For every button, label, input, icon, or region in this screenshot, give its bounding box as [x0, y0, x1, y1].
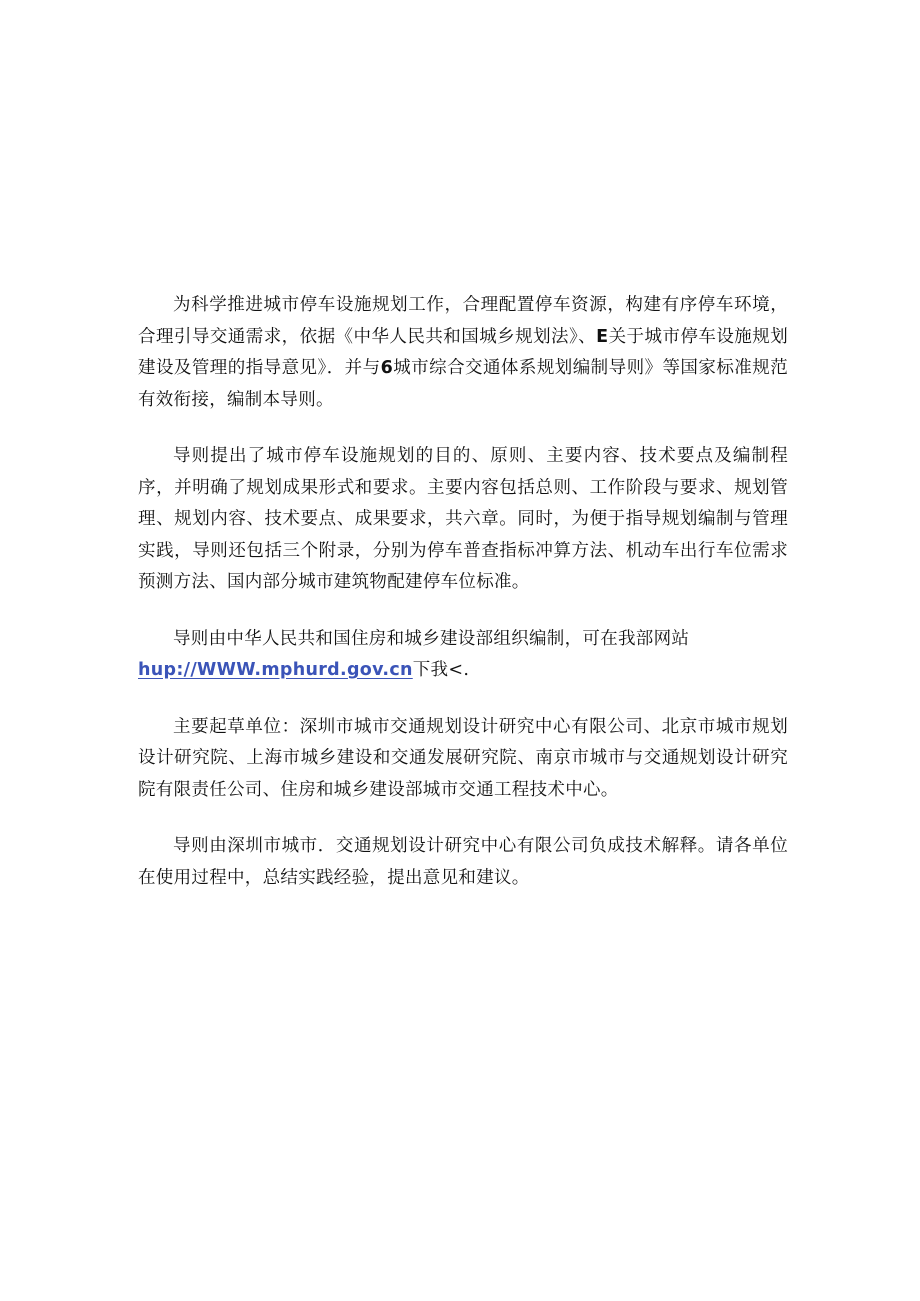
paragraph-interpretation: 导则由深圳市城市．交通规划设计研究中心有限公司负成技术解释。请各单位在使用过程中，总结实践经验，提出意见和建议。 [138, 836, 788, 888]
intro-text-3: 城市综合交通体系规划编制导则》等国家标准规范有效衔接，编制本导则。 [138, 358, 788, 410]
intro-glyph-2: 6 [380, 358, 394, 378]
intro-text-1: 为科学推进城市停车设施规划工作，合理配置停车资源，构建有序停车环境，合理引导交通需求，依据《中华人民共和国城乡规划法》、 [138, 295, 788, 347]
intro-text-2: 关于城市停车设施规划建设及管理的指导意见》．并与 [138, 326, 788, 378]
paragraph-content-summary: 导则提出了城市停车设施规划的目的、原则、主要内容、技术要点及编制程序，并明确了规划成果形式和要求。主要内容包括总则、工作阶段与要求、规划管理、规划内容、技术要点、成果要求，共六章。同时，为便于指导规划编制与管理实践，导则还包括三个附录，分别为停车普查指标冲算方法、机动车出行车位需求预测方法、国内部分城市建筑物配建停车位标准。 [138, 446, 788, 592]
paragraph-intro [138, 290, 788, 416]
paragraph-download [138, 624, 788, 687]
download-line-2 [138, 655, 788, 687]
download-text: 导则由中华人民共和国住房和城乡建设部组织编制，可在我部网站 [173, 628, 690, 649]
download-after-link: 下我<. [412, 660, 470, 680]
website-link[interactable]: hup://WWW.mphurd.gov.cn [138, 660, 413, 680]
document-body [138, 290, 788, 919]
intro-glyph-1: E [596, 326, 609, 347]
paragraph-drafting-units: 主要起草单位：深圳市城市交通规划设计研究中心有限公司、北京市城市规划设计研究院、上海市城乡建设和交通发展研究院、南京市城市与交通规划设计研究院有限责任公司、住房和城乡建设部城市交通工程技术中心。 [138, 716, 788, 800]
